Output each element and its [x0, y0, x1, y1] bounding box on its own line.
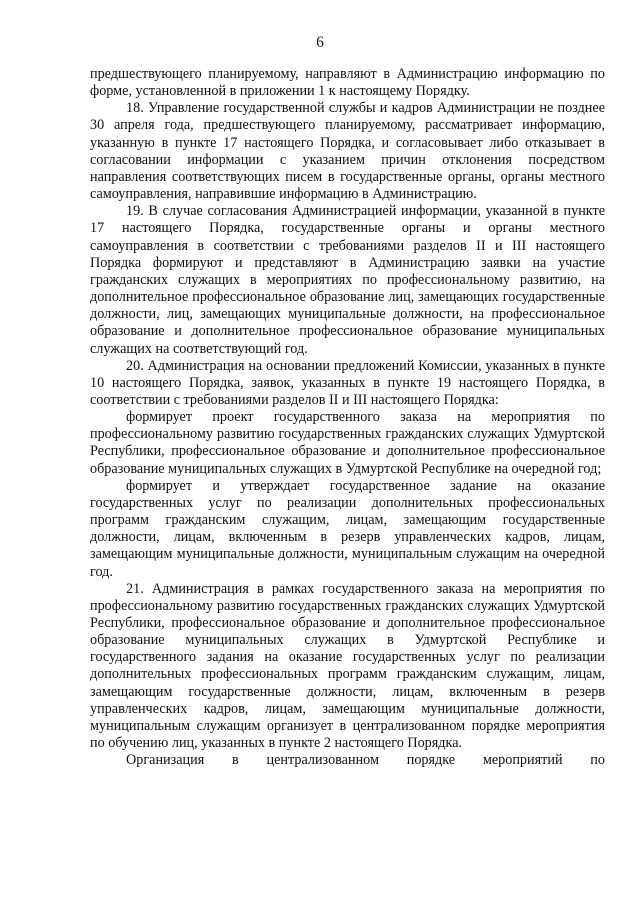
paragraph-item-19: 19. В случае согласования Администрацией информации, указанной в пункте 17 настоящего Порядка, государственные органы и органы местного самоуправления в соответствии с требованиями разделов II и III настоящего Порядка формируют и представляют в Администрацию заявки на участие гражданских служащих в мероприятиях по профессиональному развитию, на дополнительное профессиональное образование лиц, замещающих государственные должности, лиц, замещающих муниципальные должности, на профессиональное образование и дополнительное профессиональное образование муниципальных служащих на соответствующий год.: [90, 203, 605, 357]
paragraph-item-20: 20. Администрация на основании предложений Комиссии, указанных в пункте 10 настоящего Порядка, заявок, указанных в пункте 19 настоящего Порядка, в соответствии с требованиями разделов II и III настоящего Порядка:: [90, 357, 605, 408]
paragraph-item-20-subpoint-2: формирует и утверждает государственное задание на оказание государственных услуг по реализации дополнительных профессиональных программ гражданским служащим, лицам, замещающим государственные должности, лицам, включенным в резерв управленческих кадров, лицам, замещающим муниципальные должности, муниципальным служащим на очередной год.: [90, 477, 605, 580]
paragraph-item-18: 18. Управление государственной службы и кадров Администрации не позднее 30 апреля года, предшествующего планируемому, рассматривает информацию, указанную в пункте 17 настоящего Порядка, и согласовывает либо отказывает в согласовании информации с указанием причин отклонения посредством направления соответствующих писем в государственные органы, органы местного самоуправления, направившие информацию в Администрацию.: [90, 100, 605, 203]
page-number: 6: [316, 34, 324, 51]
paragraph-item-21: 21. Администрация в рамках государственного заказа на мероприятия по профессиональному развитию государственных гражданских служащих Удмуртской Республики, профессиональное образование и дополнительное профессиональное образование муниципальных служащих в Удмуртской Республике и государственного задания на оказание государственных услуг по реализации дополнительных профессиональных программ гражданским служащим, лицам, замещающим государственные должности, лицам, включенным в резерв управленческих кадров, лицам, замещающим муниципальные должности, муниципальным служащим организует в централизованном порядке мероприятия по обучению лиц, указанных в пункте 2 настоящего Порядка.: [90, 580, 605, 752]
document-body: [90, 66, 605, 769]
paragraph-organization: Организация в централизованном порядке мероприятий по: [126, 752, 605, 769]
paragraph-continuation: предшествующего планируемому, направляют в Администрацию информацию по форме, установленной в приложении 1 к настоящему Порядку.: [90, 66, 605, 100]
paragraph-item-20-subpoint-1: формирует проект государственного заказа на мероприятия по профессиональному развитию государственных гражданских служащих Удмуртской Республики, профессиональное образование и дополнительное профессиональное образование муниципальных служащих в Удмуртской Республике на очередной год;: [90, 409, 605, 477]
